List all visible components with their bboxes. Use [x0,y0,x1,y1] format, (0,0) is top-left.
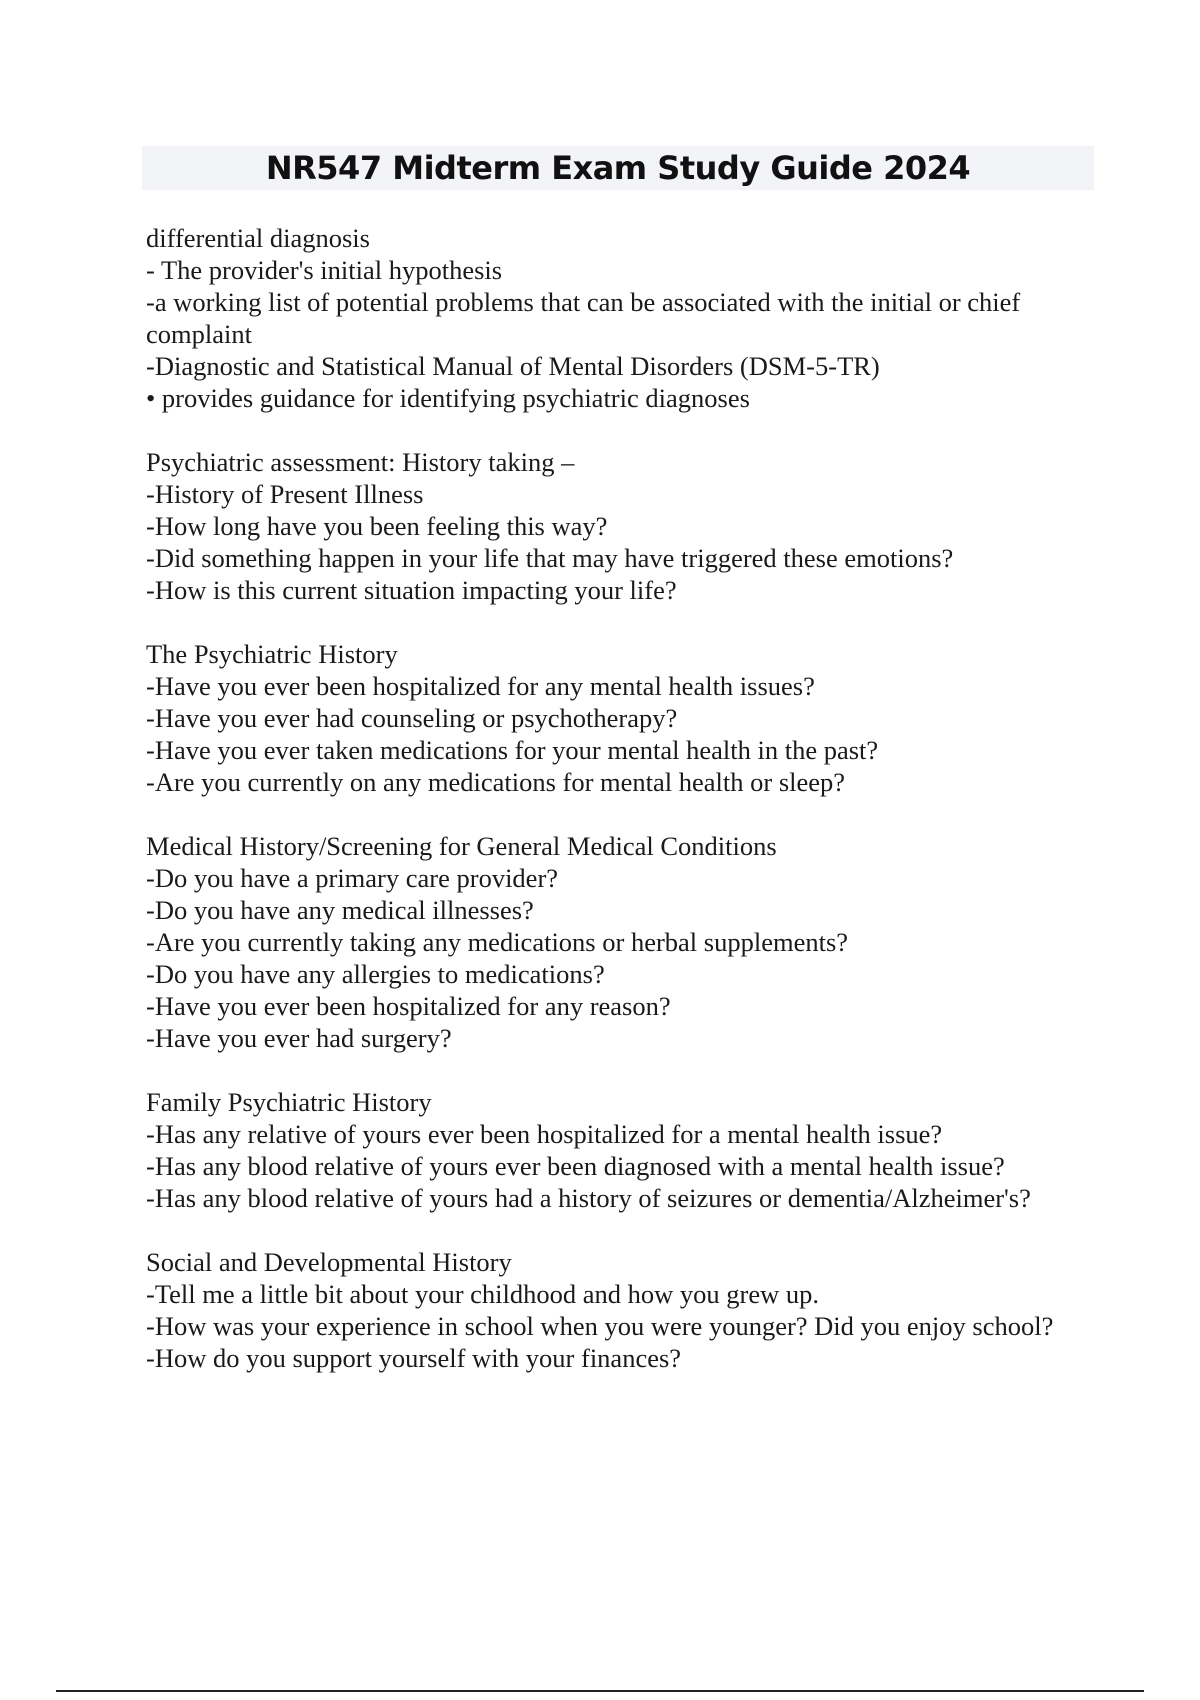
section-social-history [146,1246,1086,1374]
text-line: -Have you ever had surgery? [146,1023,452,1053]
bullet-line: • provides guidance for identifying psychiatric diagnoses [146,383,750,413]
text-line: - The provider's initial hypothesis [146,255,503,285]
text-line: -Have you ever been hospitalized for any mental health issues? [146,671,815,701]
text-line: -History of Present Illness [146,479,424,509]
section-heading: differential diagnosis [146,223,370,253]
text-line: -Have you ever taken medications for your mental health in the past? [146,735,879,765]
text-line: -How was your experience in school when you were younger? Did you enjoy school? [146,1311,1054,1341]
section-history-taking [146,446,1086,606]
text-line: -How is this current situation impacting your life? [146,575,677,605]
text-line: -Has any blood relative of yours had a history of seizures or dementia/Alzheimer's? [146,1183,1031,1213]
document-body [146,222,1086,1406]
text-line: -How long have you been feeling this way? [146,511,608,541]
text-line: -Are you currently taking any medications or herbal supplements? [146,927,849,957]
section-differential-diagnosis [146,222,1086,414]
bottom-divider [56,1690,1144,1692]
text-line: -How do you support yourself with your finances? [146,1343,682,1373]
text-line: -Do you have any allergies to medications? [146,959,605,989]
section-heading: The Psychiatric History [146,639,398,669]
text-line: -Have you ever had counseling or psychotherapy? [146,703,678,733]
section-heading: Medical History/Screening for General Medical Conditions [146,831,777,861]
section-medical-history [146,830,1086,1054]
page-title: NR547 Midterm Exam Study Guide 2024 [265,149,971,187]
section-heading: Psychiatric assessment: History taking – [146,447,575,477]
text-line: -Do you have a primary care provider? [146,863,559,893]
text-line: -Did something happen in your life that may have triggered these emotions? [146,543,954,573]
section-heading: Social and Developmental History [146,1247,512,1277]
section-family-history [146,1086,1086,1214]
text-line: -Has any relative of yours ever been hospitalized for a mental health issue? [146,1119,943,1149]
text-line: -Have you ever been hospitalized for any reason? [146,991,671,1021]
section-psychiatric-history [146,638,1086,798]
text-line: -Diagnostic and Statistical Manual of Mental Disorders (DSM-5-TR) [146,351,880,381]
text-line: -Do you have any medical illnesses? [146,895,534,925]
text-line: -Tell me a little bit about your childhood and how you grew up. [146,1279,820,1309]
section-heading: Family Psychiatric History [146,1087,432,1117]
text-line: -Are you currently on any medications for mental health or sleep? [146,767,846,797]
text-line: -a working list of potential problems that can be associated with the initial or chief complaint [146,287,1021,349]
text-line: -Has any blood relative of yours ever been diagnosed with a mental health issue? [146,1151,1005,1181]
